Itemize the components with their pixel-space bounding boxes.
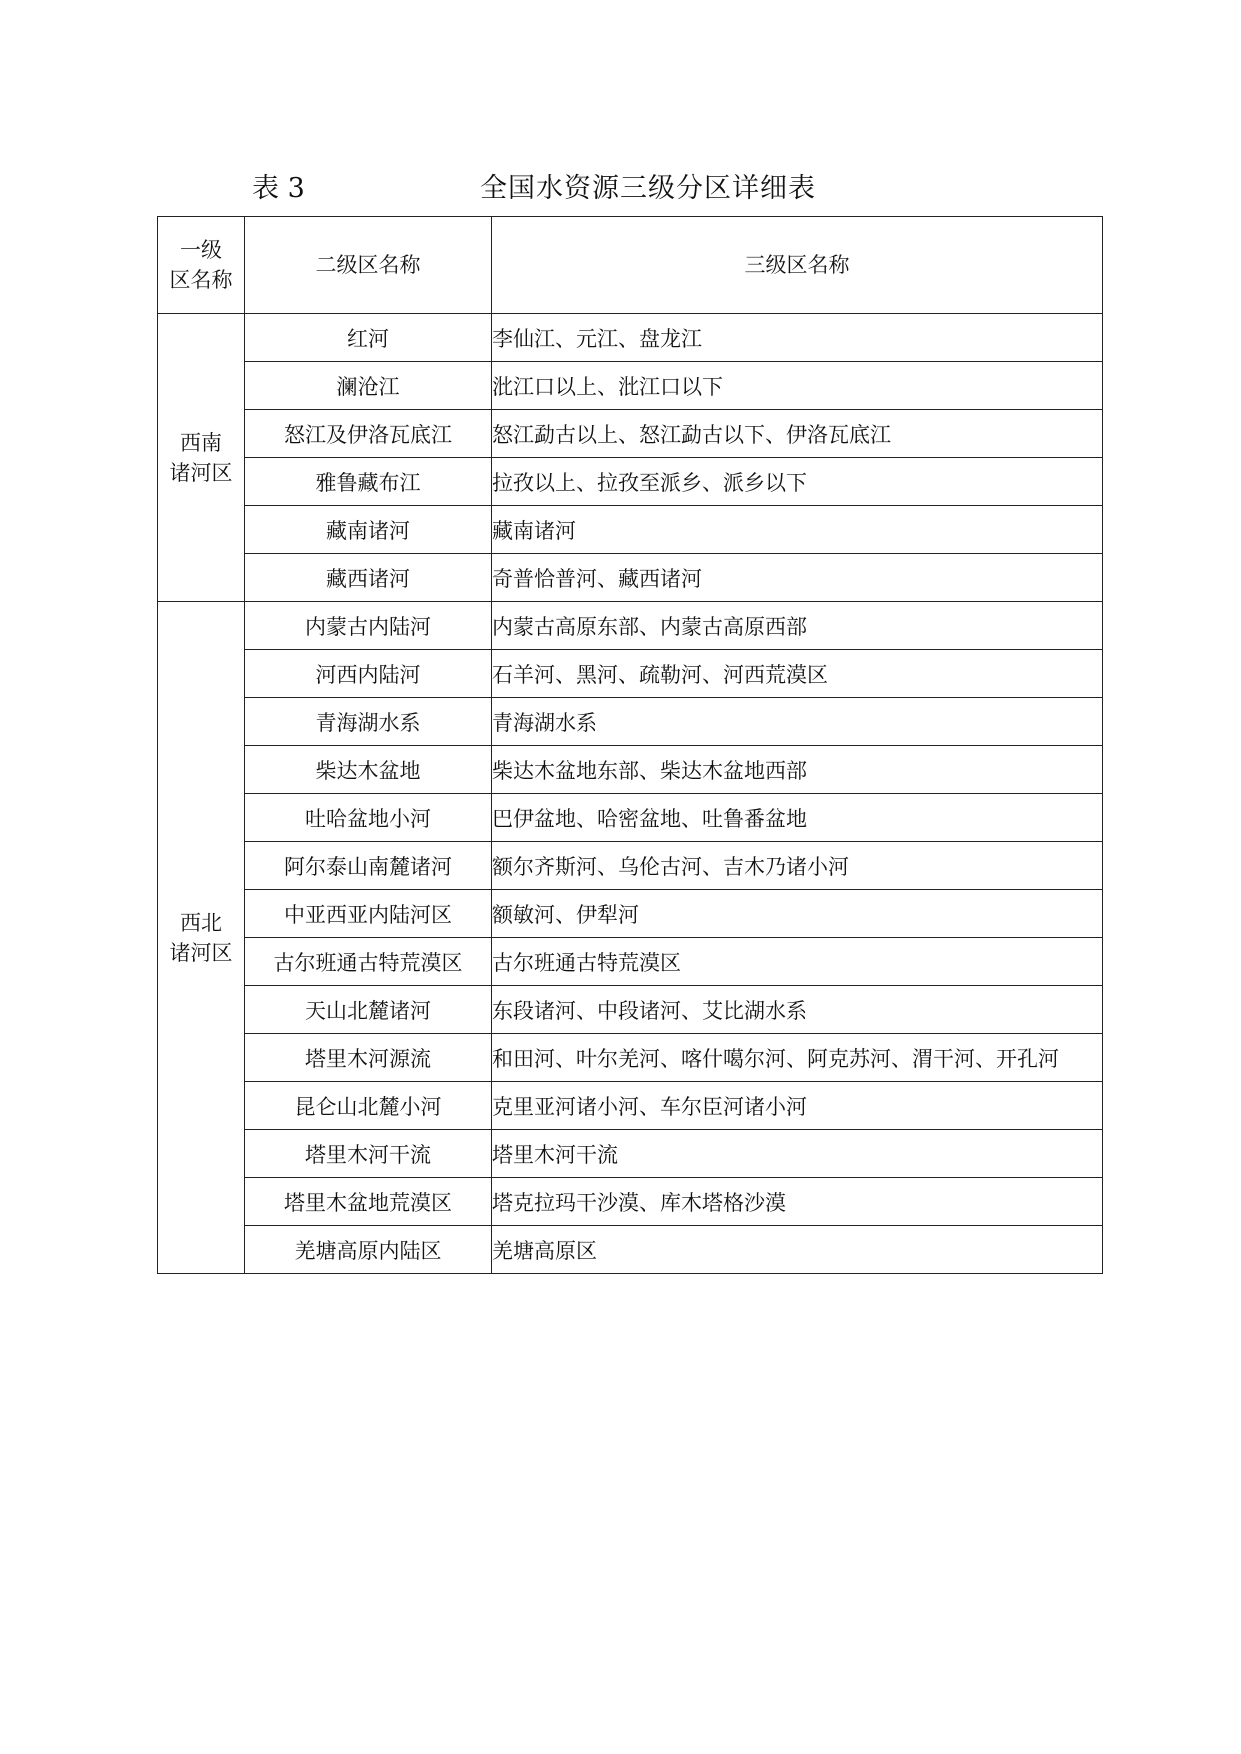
level3-cell: 克里亚河诸小河、车尔臣河诸小河	[492, 1082, 1103, 1130]
table-row	[158, 650, 1103, 698]
level3-cell: 额尔齐斯河、乌伦古河、吉木乃诸小河	[492, 842, 1103, 890]
table-row	[158, 410, 1103, 458]
header-level2: 二级区名称	[245, 217, 492, 314]
level2-cell: 红河	[245, 314, 492, 362]
level3-cell: 塔克拉玛干沙漠、库木塔格沙漠	[492, 1178, 1103, 1226]
header-level3: 三级区名称	[492, 217, 1103, 314]
level1-name-line2: 诸河区	[169, 940, 233, 965]
level2-cell: 天山北麓诸河	[245, 986, 492, 1034]
level1-name-line1: 西南	[180, 430, 222, 455]
level2-cell: 塔里木河干流	[245, 1130, 492, 1178]
level2-cell: 内蒙古内陆河	[245, 602, 492, 650]
level2-cell: 怒江及伊洛瓦底江	[245, 410, 492, 458]
table-row	[158, 1226, 1103, 1274]
level3-cell: 羌塘高原区	[492, 1226, 1103, 1274]
level3-cell: 李仙江、元江、盘龙江	[492, 314, 1103, 362]
level2-cell: 柴达木盆地	[245, 746, 492, 794]
level2-cell: 昆仑山北麓小河	[245, 1082, 492, 1130]
level2-cell: 澜沧江	[245, 362, 492, 410]
table-row	[158, 602, 1103, 650]
header-level1-line2: 区名称	[169, 268, 233, 292]
table-row	[158, 986, 1103, 1034]
table-row	[158, 554, 1103, 602]
level3-cell: 石羊河、黑河、疏勒河、河西荒漠区	[492, 650, 1103, 698]
level2-cell: 吐哈盆地小河	[245, 794, 492, 842]
table-row	[158, 458, 1103, 506]
level2-cell: 阿尔泰山南麓诸河	[245, 842, 492, 890]
level2-cell: 雅鲁藏布江	[245, 458, 492, 506]
level2-cell: 塔里木河源流	[245, 1034, 492, 1082]
level2-cell: 塔里木盆地荒漠区	[245, 1178, 492, 1226]
level2-cell: 藏西诸河	[245, 554, 492, 602]
table-number: 表 3	[252, 173, 305, 204]
table-row	[158, 1130, 1103, 1178]
level3-cell: 和田河、叶尔羌河、喀什噶尔河、阿克苏河、渭干河、开孔河	[492, 1034, 1103, 1082]
table-row	[158, 938, 1103, 986]
level3-cell: 柴达木盆地东部、柴达木盆地西部	[492, 746, 1103, 794]
table-row	[158, 698, 1103, 746]
level2-cell: 河西内陆河	[245, 650, 492, 698]
table-row	[158, 794, 1103, 842]
header-level1-line1: 一级	[180, 238, 222, 262]
level1-cell-northwest	[158, 602, 245, 1274]
level1-name-line1: 西北	[180, 910, 222, 935]
table-header-row	[158, 217, 1103, 314]
table-row	[158, 506, 1103, 554]
level2-cell: 青海湖水系	[245, 698, 492, 746]
table-row	[158, 1178, 1103, 1226]
level3-cell: 内蒙古高原东部、内蒙古高原西部	[492, 602, 1103, 650]
level3-cell: 奇普恰普河、藏西诸河	[492, 554, 1103, 602]
table-row	[158, 1082, 1103, 1130]
level3-cell: 藏南诸河	[492, 506, 1103, 554]
level3-cell: 沘江口以上、沘江口以下	[492, 362, 1103, 410]
table-title: 全国水资源三级分区详细表	[480, 173, 816, 204]
level3-cell: 巴伊盆地、哈密盆地、吐鲁番盆地	[492, 794, 1103, 842]
table-caption	[0, 160, 1241, 204]
table-row	[158, 890, 1103, 938]
level1-cell-southwest	[158, 314, 245, 602]
water-resource-zones-table	[157, 216, 1103, 1274]
level3-cell: 怒江勐古以上、怒江勐古以下、伊洛瓦底江	[492, 410, 1103, 458]
level2-cell: 羌塘高原内陆区	[245, 1226, 492, 1274]
level3-cell: 古尔班通古特荒漠区	[492, 938, 1103, 986]
table-row	[158, 1034, 1103, 1082]
table-row	[158, 362, 1103, 410]
level3-cell: 青海湖水系	[492, 698, 1103, 746]
level3-cell: 东段诸河、中段诸河、艾比湖水系	[492, 986, 1103, 1034]
level3-cell: 塔里木河干流	[492, 1130, 1103, 1178]
level1-name-line2: 诸河区	[169, 460, 233, 485]
table-row	[158, 746, 1103, 794]
level3-cell: 额敏河、伊犁河	[492, 890, 1103, 938]
table-row	[158, 842, 1103, 890]
level2-cell: 中亚西亚内陆河区	[245, 890, 492, 938]
level2-cell: 藏南诸河	[245, 506, 492, 554]
table-row	[158, 314, 1103, 362]
level2-cell: 古尔班通古特荒漠区	[245, 938, 492, 986]
header-level1	[158, 217, 245, 314]
level3-cell: 拉孜以上、拉孜至派乡、派乡以下	[492, 458, 1103, 506]
